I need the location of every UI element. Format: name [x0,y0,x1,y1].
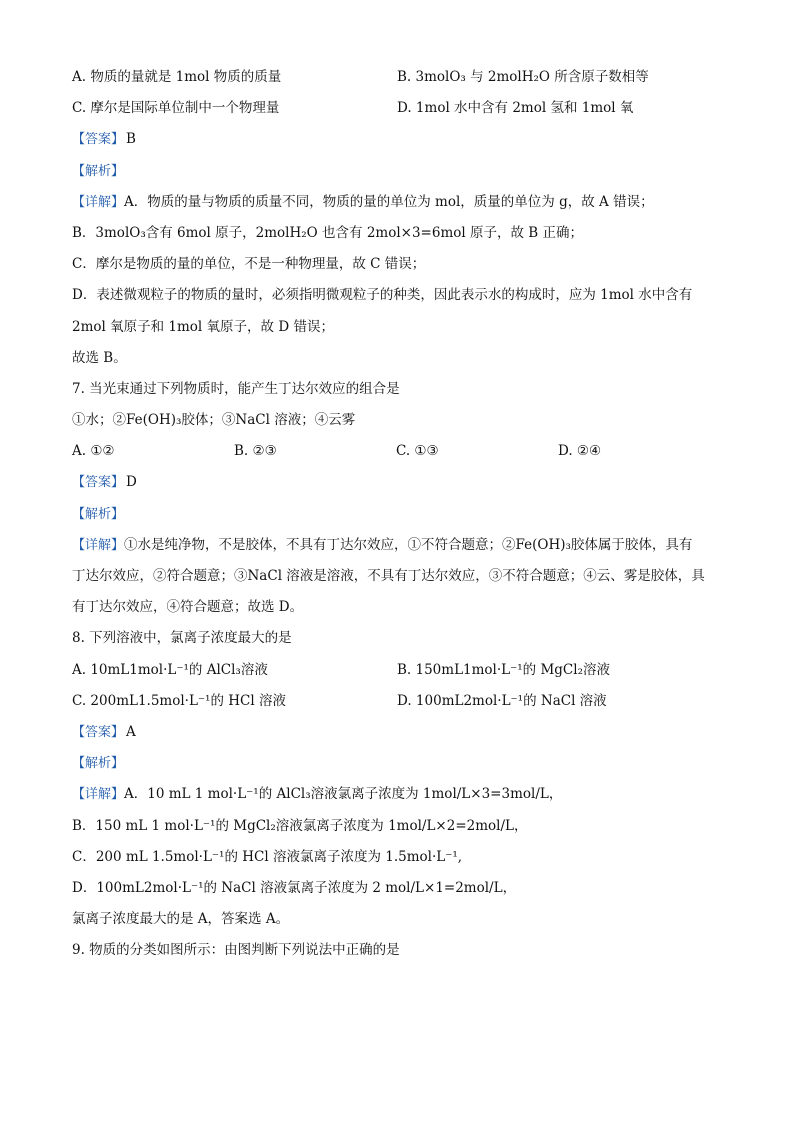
q8-option-c: C. 200mL1.5mol·L⁻¹的 HCl 溶液 [72,692,286,709]
q6-detail-line-5: 2mol 氧原子和 1mol 氧原子，故 D 错误； [72,318,334,335]
q7-option-b: B. ②③ [234,443,277,460]
q8-detail-text-1: A．10 mL 1 mol·L⁻¹的 AlCl₃溶液氯离子浓度为 1mol/L×3=3mol/L， [124,786,563,803]
q8-detail-line-2: B．150 mL 1 mol·L⁻¹的 MgCl₂溶液氯离子浓度为 1mol/L×2=2mol/L， [72,817,528,834]
q6-option-c: C. 摩尔是国际单位制中一个物理量 [72,100,280,117]
q7-analysis [72,499,732,530]
document-page [72,62,732,966]
q8-option-d: D. 100mL2mol·L⁻¹的 NaCl 溶液 [397,692,607,709]
q6-option-b: B. 3molO₃ 与 2molH₂O 所含原子数相等 [397,69,649,85]
q6-detail-line-2: B．3molO₃含有 6mol 原子，2molH₂O 也含有 2mol×3=6mol 原子，故 B 正确； [72,224,584,241]
q6-answer-value: B [126,131,136,148]
q6-detail-line-1 [72,187,732,218]
q6-detail-text-1: A．物质的量与物质的质量不同，物质的量的单位为 mol，质量的单位为 g，故 A 错误； [124,193,654,210]
detail-tag: 【详解】 [72,537,125,553]
q7-detail-line-2: 丁达尔效应，②符合题意；③NaCl 溶液是溶液，不具有丁达尔效应，③不符合题意；④云、雾是胶体，具 [72,568,705,584]
answer-tag: 【答案】 [72,475,125,491]
q8-option-b: B. 150mL1mol·L⁻¹的 MgCl₂溶液 [397,661,610,678]
q6-detail-line-3: C．摩尔是物质的量的单位，不是一种物理量，故 C 错误； [72,256,426,273]
q7-options-row [72,436,732,467]
q8-detail-line-3: C．200 mL 1.5mol·L⁻¹的 HCl 溶液氯离子浓度为 1.5mol·L⁻¹, [72,848,463,865]
q6-options-row-2 [72,93,732,124]
q7-option-c: C. ①③ [396,443,439,460]
analysis-tag: 【解析】 [72,756,125,772]
q7-option-d: D. ②④ [558,443,602,460]
q7-items: ①水；②Fe(OH)₃胶体；③NaCl 溶液；④云雾 [72,412,356,429]
q8-analysis [72,748,732,779]
q7-stem: 7. 当光束通过下列物质时，能产生丁达尔效应的组合是 [72,380,400,397]
q8-options-row-1 [72,655,732,686]
q6-detail-line-6: 故选 B。 [72,349,127,366]
analysis-tag: 【解析】 [72,163,125,179]
detail-tag: 【详解】 [72,787,125,803]
q7-answer [72,467,732,498]
q7-answer-value: D [126,474,137,491]
q6-detail-line-4: D．表述微观粒子的物质的量时，必须指明微观粒子的种类，因此表示水的构成时，应为 1mol 水中含有 [72,287,693,304]
q6-option-d: D. 1mol 水中含有 2mol 氢和 1mol 氧 [397,100,634,117]
q7-detail-line-3: 有丁达尔效应，④符合题意；故选 D。 [72,599,304,616]
detail-tag: 【详解】 [72,194,125,210]
q6-options-row-1 [72,62,732,93]
q8-options-row-2 [72,686,732,717]
q8-detail-line-1 [72,779,732,810]
q8-answer [72,717,732,748]
q6-option-a: A. 物质的量就是 1mol 物质的质量 [72,69,282,85]
analysis-tag: 【解析】 [72,506,125,522]
q8-option-a: A. 10mL1mol·L⁻¹的 AlCl₃溶液 [72,661,268,678]
q6-analysis [72,156,732,187]
q7-detail-line-1 [72,530,732,561]
q8-detail-line-4: D．100mL2mol·L⁻¹的 NaCl 溶液氯离子浓度为 2 mol/L×1=2mol/L， [72,879,517,896]
answer-tag: 【答案】 [72,132,125,148]
q7-detail-text-1: ①水是纯净物，不是胶体，不具有丁达尔效应，①不符合题意；②Fe(OH)₃胶体属于胶体，具有 [124,536,693,553]
q8-detail-line-5: 氯离子浓度最大的是 A，答案选 A。 [72,911,290,928]
q7-option-a: A. ①② [72,443,115,460]
q9-stem: 9. 物质的分类如图所示：由图判断下列说法中正确的是 [72,942,400,959]
answer-tag: 【答案】 [72,724,125,740]
q6-answer [72,124,732,155]
q8-stem: 8. 下列溶液中，氯离子浓度最大的是 [72,630,292,647]
q8-answer-value: A [126,723,136,740]
